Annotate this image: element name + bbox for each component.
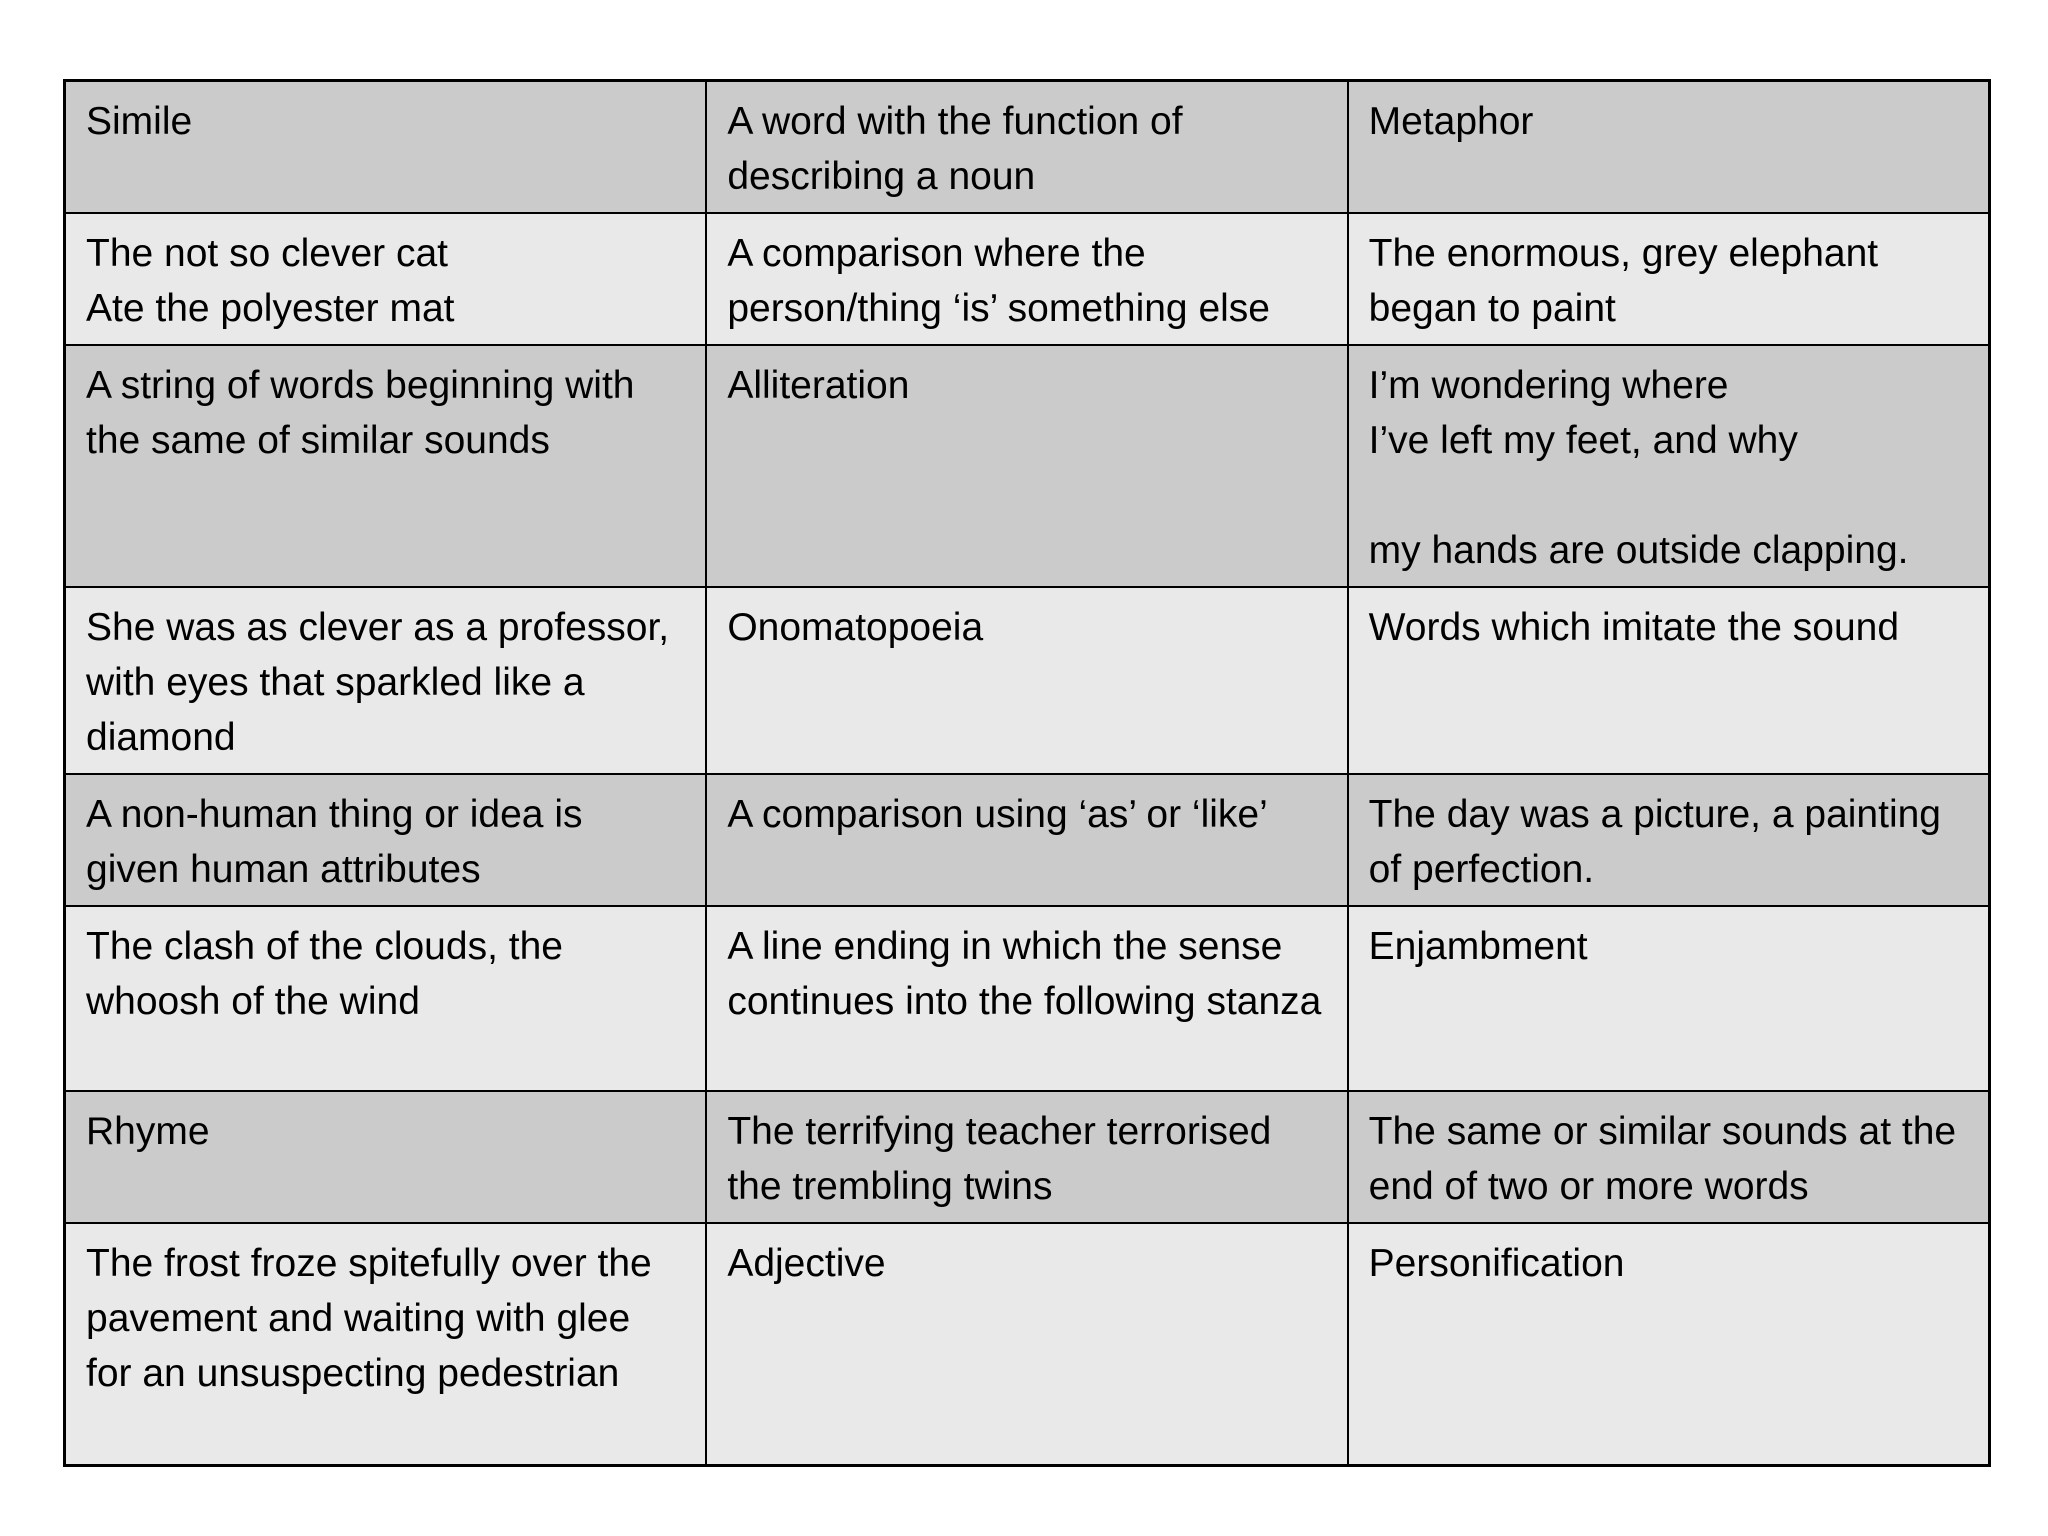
table-row	[65, 587, 1990, 774]
table-cell: Metaphor	[1348, 81, 1990, 214]
table-cell: A comparison where the person/thing ‘is’ something else	[706, 213, 1347, 345]
table-cell: Onomatopoeia	[706, 587, 1347, 774]
table-cell: The terrifying teacher terrorised the trembling twins	[706, 1091, 1347, 1223]
table-cell: Enjambment	[1348, 906, 1990, 1091]
table-cell: The frost froze spitefully over the pavement and waiting with glee for an unsuspecting pedestrian	[65, 1223, 707, 1465]
table-cell: A comparison using ‘as’ or ‘like’	[706, 774, 1347, 906]
table-row	[65, 1091, 1990, 1223]
table-cell: Alliteration	[706, 345, 1347, 587]
table-cell: Simile	[65, 81, 707, 214]
table-cell: A word with the function of describing a noun	[706, 81, 1347, 214]
table-cell: The clash of the clouds, the whoosh of the wind	[65, 906, 707, 1091]
table-cell: Adjective	[706, 1223, 1347, 1465]
table-cell: The not so clever cat Ate the polyester mat	[65, 213, 707, 345]
table-row	[65, 774, 1990, 906]
table-cell: The enormous, grey elephant began to paint	[1348, 213, 1990, 345]
table-cell: I’m wondering where I’ve left my feet, and why my hands are outside clapping.	[1348, 345, 1990, 587]
table-row	[65, 345, 1990, 587]
table-cell: A non-human thing or idea is given human attributes	[65, 774, 707, 906]
table-row	[65, 81, 1990, 214]
table-row	[65, 906, 1990, 1091]
table-cell: The same or similar sounds at the end of two or more words	[1348, 1091, 1990, 1223]
table-cell: A string of words beginning with the same of similar sounds	[65, 345, 707, 587]
table-cell: Personification	[1348, 1223, 1990, 1465]
table-cell: The day was a picture, a painting of perfection.	[1348, 774, 1990, 906]
table-cell: She was as clever as a professor, with eyes that sparkled like a diamond	[65, 587, 707, 774]
table-cell: Words which imitate the sound	[1348, 587, 1990, 774]
table-cell: Rhyme	[65, 1091, 707, 1223]
literary-terms-matching-table	[63, 79, 1991, 1467]
table-row	[65, 213, 1990, 345]
table-cell: A line ending in which the sense continues into the following stanza	[706, 906, 1347, 1091]
table-row	[65, 1223, 1990, 1465]
